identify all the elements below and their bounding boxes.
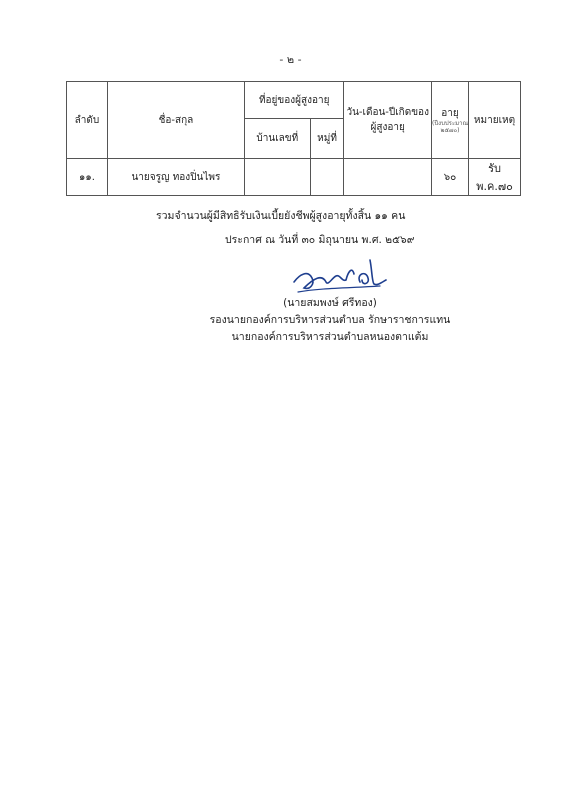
- header-age: [431, 82, 468, 159]
- header-house-no: บ้านเลขที่: [244, 119, 310, 159]
- cell-no: ๑๑.: [67, 159, 108, 196]
- announcement-date: ประกาศ ณ วันที่ ๓๐ มิถุนายน พ.ศ. ๒๕๖๙: [225, 234, 415, 246]
- header-remark: หมายเหตุ: [469, 82, 521, 159]
- table-row: [67, 159, 521, 196]
- header-birth-date-label: วัน-เดือน-ปีเกิดของผู้สูงอายุ: [346, 107, 429, 133]
- cell-village: [310, 159, 344, 196]
- header-address: ที่อยู่ของผู้สูงอายุ: [244, 82, 343, 119]
- signatory-name: (นายสมพงษ์ ศรีทอง): [283, 297, 377, 309]
- signatory-position-2: นายกองค์การบริหารส่วนตำบลหนองตาแต้ม: [231, 331, 429, 343]
- elderly-allowance-table: [66, 81, 521, 196]
- header-age-note: (ปีงบประมาณ ๒๕๗๐): [431, 119, 469, 134]
- page-number: - ๒ -: [279, 53, 302, 66]
- header-village: หมู่ที่: [310, 119, 344, 159]
- summary-line: รวมจำนวนผู้มีสิทธิรับเงินเบี้ยยังชีพผู้สูงอายุทั้งสิ้น ๑๑ คน: [156, 210, 406, 222]
- cell-remark: รับ พ.ค.๗๐: [469, 159, 521, 196]
- cell-name: นายจรูญ ทองปิ่นไพร: [107, 159, 244, 196]
- header-birth-date: [344, 82, 432, 159]
- signatory-block: [200, 295, 460, 346]
- header-name: ชื่อ-สกุล: [107, 82, 244, 159]
- cell-house-no: [244, 159, 310, 196]
- header-no: ลำดับ: [67, 82, 108, 159]
- cell-age: ๖๐: [431, 159, 468, 196]
- signatory-position-1: รองนายกองค์การบริหารส่วนตำบล รักษาราชการแทน: [209, 314, 451, 326]
- handwritten-signature: [290, 252, 390, 298]
- header-age-label: อายุ: [441, 107, 459, 119]
- cell-birth-date: [344, 159, 432, 196]
